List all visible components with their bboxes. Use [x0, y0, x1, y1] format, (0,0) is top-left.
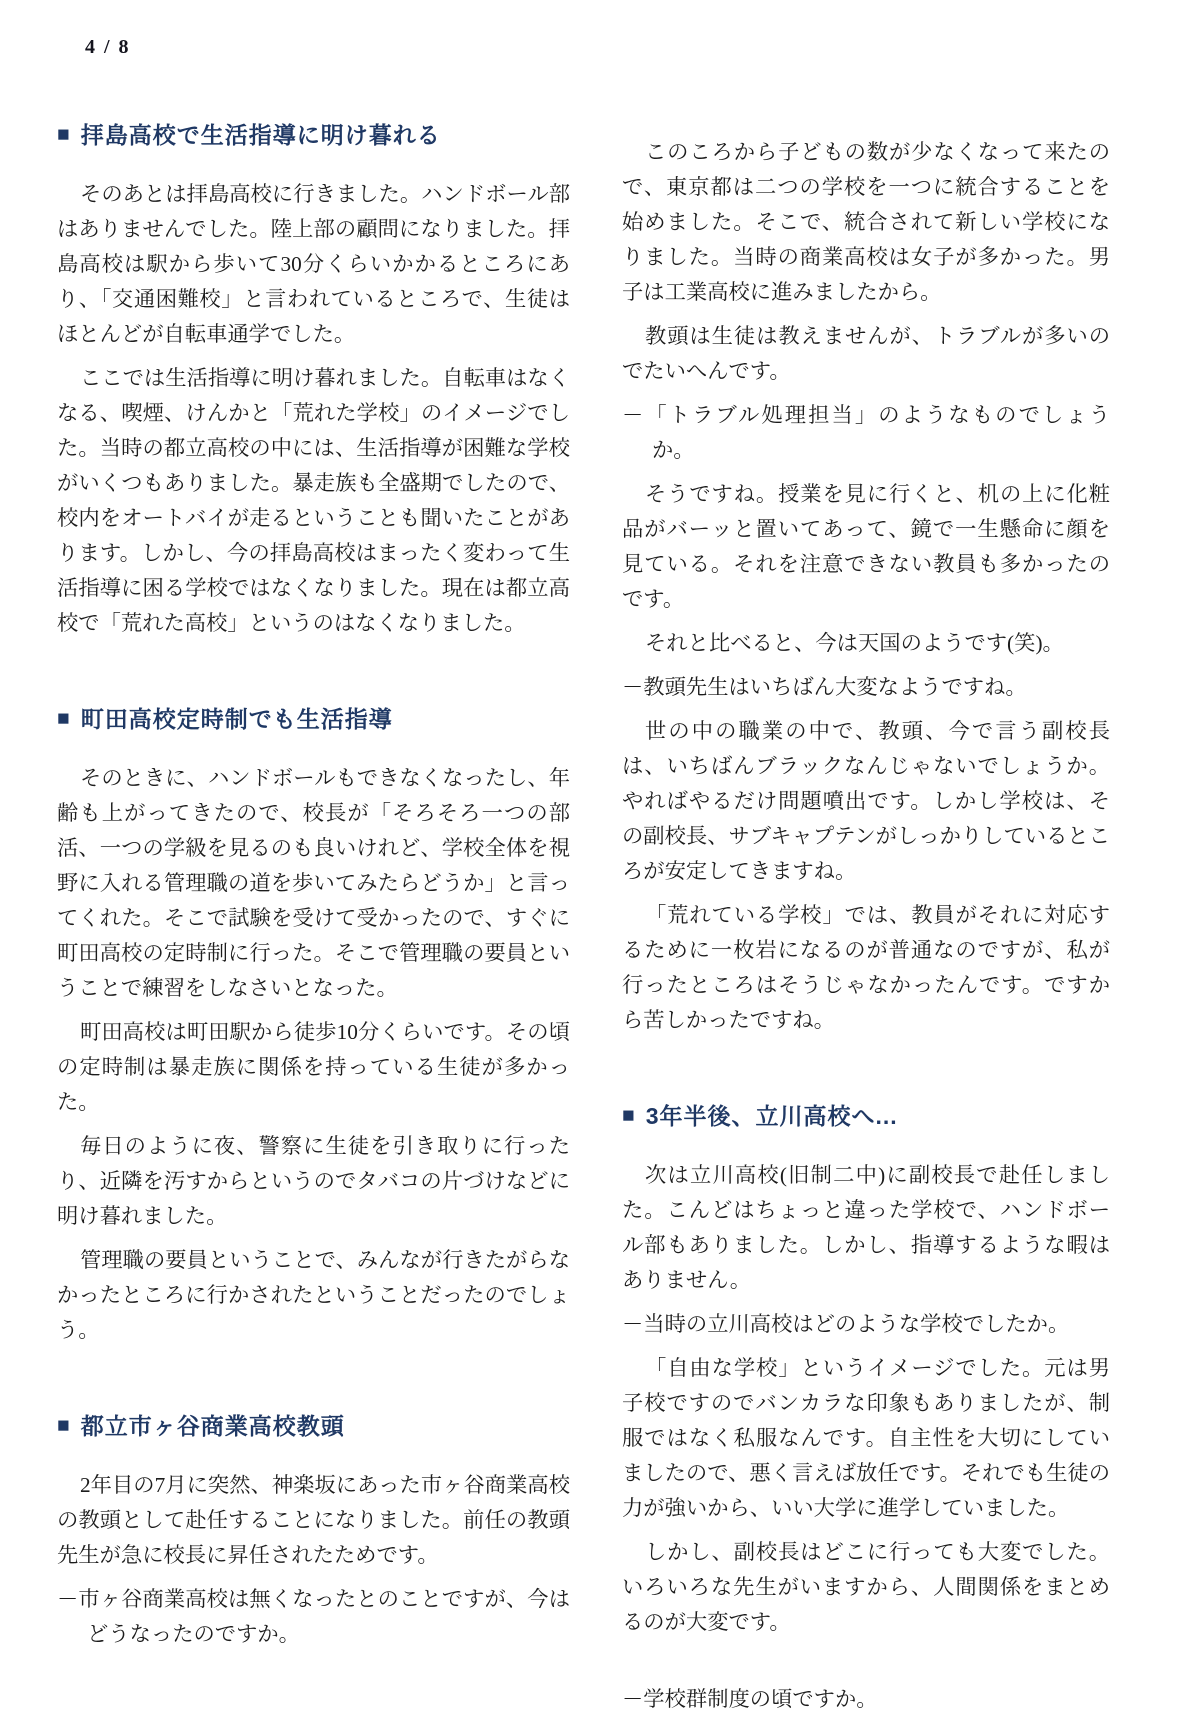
section-heading — [57, 705, 570, 735]
paragraph: 町田高校は町田駅から徒歩10分くらいです。その頃の定時制は暴走族に関係を持っている生徒が多かった。 — [57, 1019, 570, 1114]
paragraph: 世の中の職業の中で、教頭、今で言う副校長は、いちばんブラックなんじゃないでしょうか。やればやるだけ問題噴出です。しかし学校は、その副校長、サブキャプテンがしっかりしているところが安定してきますね。 — [622, 719, 1110, 883]
paragraph: それと比べると、今は天国のようです(笑)。 — [645, 631, 1064, 655]
page-number: 4 / 8 — [85, 36, 131, 58]
section-heading-text: 都立市ヶ谷商業高校教頭 — [80, 1412, 345, 1439]
right-column — [622, 121, 1110, 1722]
paragraph: 2年目の7月に突然、神楽坂にあった市ヶ谷商業高校の教頭として赴任することになりました。前任の教頭先生が急に校長に昇任されたためです。 — [57, 1472, 570, 1567]
interviewer-question: －市ヶ谷商業高校は無くなったとのことですが、今はどうなったのですか。 — [57, 1586, 570, 1646]
paragraph: 毎日のように夜、警察に生徒を引き取りに行ったり、近隣を汚すからというのでタバコの片づけなどに明け暮れました。 — [57, 1133, 570, 1228]
paragraph: このころから子どもの数が少なくなって来たので、東京都は二つの学校を一つに統合することを始めました。そこで、統合されて新しい学校になりました。当時の商業高校は女子が多かった。男子は工業高校に進みましたから。 — [622, 140, 1110, 304]
paragraph: ここでは生活指導に明け暮れました。自転車はなくなる、喫煙、けんかと「荒れた学校」のイメージでした。当時の都立高校の中には、生活指導が困難な学校がいくつもありました。暴走族も全盛期でしたので、校内をオートバイが走るということも聞いたことがあります。しかし、今の拝島高校はまったく変わって生活指導に困る学校ではなくなりました。現在は都立高校で「荒れた高校」というのはなくなりました。 — [57, 365, 570, 635]
paragraph: そのときに、ハンドボールもできなくなったし、年齢も上がってきたので、校長が「そろそろ一つの部活、一つの学級を見るのも良いけれど、学校全体を視野に入れる管理職の道を歩いてみたらどうか」と言ってくれた。そこで試験を受けて受かったので、すぐに町田高校の定時制に行った。そこで管理職の要員ということで練習をしなさいとなった。 — [57, 765, 570, 1000]
paragraph: そのあとは拝島高校に行きました。ハンドボール部はありませんでした。陸上部の顧問になりました。拝島高校は駅から歩いて30分くらいかかるところにあり、「交通困難校」と言われているところで、生徒はほとんどが自転車通学でした。 — [57, 181, 570, 346]
paragraph: 「荒れている学校」では、教員がそれに対応するために一枚岩になるのが普通なのですが、私が行ったところはそうじゃなかったんです。ですから苦しかったですね。 — [622, 903, 1110, 1032]
interviewer-question: －学校群制度の頃ですか。 — [622, 1686, 878, 1711]
interviewer-question: －「トラブル処理担当」のようなものでしょうか。 — [622, 403, 1110, 462]
section-bullet-icon: ■ — [622, 1104, 636, 1127]
section-bullet-icon: ■ — [57, 123, 71, 146]
section-heading — [57, 1412, 570, 1442]
section-heading-text: 拝島高校で生活指導に明け暮れる — [80, 122, 441, 148]
paragraph: 「自由な学校」というイメージでした。元は男子校ですのでバンカラな印象もありましたが、制服ではなく私服なんです。自主性を大切にしていましたので、悪く言えば放任です。それでも生徒の力が強いから、いい大学に進学していました。 — [622, 1355, 1110, 1520]
paragraph: しかし、副校長はどこに行っても大変でした。いろいろな先生がいますから、人間関係をまとめるのが大変です。 — [622, 1539, 1110, 1634]
two-column-layout — [57, 121, 1110, 1722]
left-column — [57, 121, 570, 1661]
interviewer-question: －当時の立川高校はどのような学校でしたか。 — [622, 1311, 1070, 1336]
paragraph: そうですね。授業を見に行くと、机の上に化粧品がバーッと置いてあって、鏡で一生懸命に顔を見ている。それを注意できない教員も多かったのです。 — [622, 482, 1110, 611]
section-heading — [622, 1102, 1110, 1132]
section-heading-text: 3年半後、立川高校へ... — [645, 1103, 898, 1129]
paragraph: 管理職の要員ということで、みんなが行きたがらなかったところに行かされたということだったのでしょう。 — [57, 1247, 570, 1342]
section-heading — [57, 121, 570, 151]
section-bullet-icon: ■ — [57, 1413, 71, 1437]
section-bullet-icon: ■ — [57, 706, 71, 730]
paragraph: 教頭は生徒は教えませんが、トラブルが多いのでたいへんです。 — [622, 324, 1110, 383]
section-heading-text: 町田高校定時制でも生活指導 — [80, 705, 393, 732]
paragraph: 次は立川高校(旧制二中)に副校長で赴任しました。こんどはちょっと違った学校で、ハンドボール部もありました。しかし、指導するような暇はありません。 — [622, 1162, 1110, 1292]
interviewer-question: －教頭先生はいちばん大変なようですね。 — [622, 675, 1027, 699]
